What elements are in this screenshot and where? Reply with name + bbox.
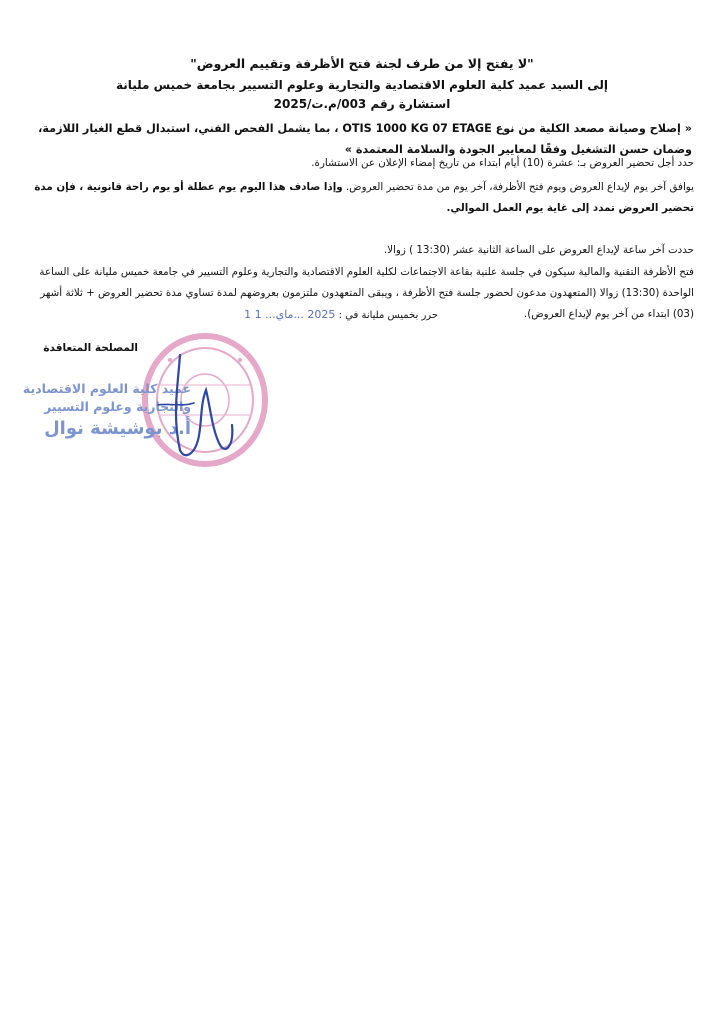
handwritten-signature-icon [150, 345, 240, 465]
paragraph-opening-session: فتح الأظرفة التقنية والمالية سيكون في جلسة علنية بقاعة الاجتماعات لكلية العلوم الاقتصادية والتجارية وعلوم التسيير في جامعة خميس مليانة على الساعة الواحدة (13:30) زوالا (المتعهدون مدعون لحضور جلسة فتح الأظرفة ، ويبقى المتعهدون ملتزمون بعروضهم لمدة تساوي مدة تحضير العروض + ثلاثة أشهر (03) ابتداء من آخر يوم لإيداع العروض). [39, 266, 694, 320]
restriction-notice: "لا يفتح إلا من طرف لجنة فتح الأظرفة وتقييم العروض" [190, 56, 534, 71]
date-label: حرر بخميس مليانة في : [338, 310, 438, 321]
date-line [148, 308, 438, 323]
date-value: 2025 ...ماي... 1 1 [244, 308, 336, 321]
dean-stamp-line1: عميد كلية العلوم الاقتصادية [22, 381, 191, 396]
paragraph-last-day-bold: وإذا صادف هذا اليوم يوم عطلة أو يوم راحة قانونية ، فإن مدة تحضير العروض تمدد إلى غاية يوم العمل الموالي. [34, 181, 694, 214]
addressee-line: إلى السيد عميد كلية العلوم الاقتصادية والتجارية وعلوم التسيير بجامعة خميس مليانة [115, 78, 609, 92]
dean-stamp-name: أ.د بوشيشة نوال [44, 418, 191, 439]
paragraph-last-day [30, 177, 694, 219]
paragraph-last-day-text: يوافق آخر يوم لإيداع العروض ويوم فتح الأظرفة، آخر يوم من مدة تحضير العروض. [342, 181, 694, 193]
dean-stamp-line2: والتجارية وعلوم التسيير [44, 399, 191, 414]
paragraph-deposit-hour: حددت آخر ساعة لإيداع العروض على الساعة الثانية عشر (13:30 ) زوالا. [383, 244, 694, 256]
paragraph-deadline: حدد أجل تحضير العروض بـ: عشرة (10) أيام ابتداء من تاريخ إمضاء الإعلان عن الاستشارة. [311, 157, 694, 169]
subject-text: « إصلاح وصيانة مصعد الكلية من نوع OTIS 1000 KG 07 ETAGE ، بما يشمل الفحص الفني، استبدال قطع الغيار اللازمة، وضمان حسن التشغيل وفقًا لمعايير الجودة والسلامة المعتمدة » [38, 122, 692, 156]
contracting-service-label: المصلحة المتعاقدة [43, 342, 138, 354]
consultation-number: استشارة رقم 003/م.ت/2025 [273, 97, 451, 111]
